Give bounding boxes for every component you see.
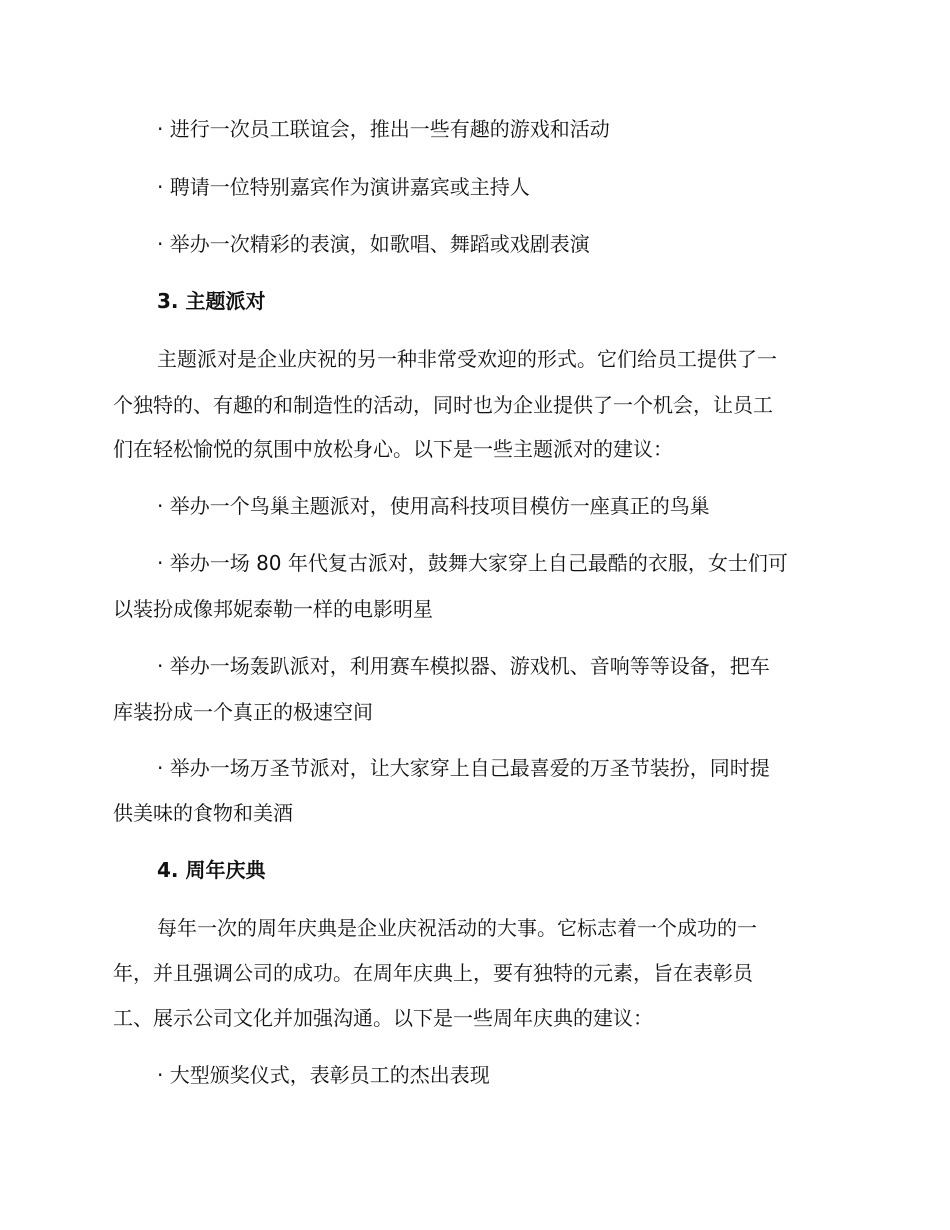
list-item-continuation: 以装扮成像邦妮泰勒一样的电影明星 bbox=[113, 597, 433, 621]
list-item: · 举办一个鸟巢主题派对，使用高科技项目模仿一座真正的鸟巢 bbox=[157, 494, 710, 518]
paragraph-line: 们在轻松愉悦的氛围中放松身心。以下是一些主题派对的建议： bbox=[113, 437, 673, 461]
list-item: · 举办一场轰趴派对，利用赛车模拟器、游戏机、音响等等设备，把车 bbox=[157, 654, 770, 678]
list-item: · 进行一次员工联谊会，推出一些有趣的游戏和活动 bbox=[157, 117, 610, 141]
list-item: · 举办一场万圣节派对，让大家穿上自己最喜爱的万圣节装扮，同时提 bbox=[157, 756, 770, 780]
list-item-continuation: 供美味的食物和美酒 bbox=[113, 801, 293, 825]
paragraph-line: 主题派对是企业庆祝的另一种非常受欢迎的形式。它们给员工提供了一 bbox=[157, 347, 777, 371]
paragraph-line: 每年一次的周年庆典是企业庆祝活动的大事。它标志着一个成功的一 bbox=[157, 916, 757, 940]
paragraph-line: 个独特的、有趣的和制造性的活动，同时也为企业提供了一个机会，让员工 bbox=[113, 393, 773, 417]
list-item: · 聘请一位特别嘉宾作为演讲嘉宾或主持人 bbox=[157, 175, 530, 199]
paragraph-line: 年，并且强调公司的成功。在周年庆典上，要有独特的元素，旨在表彰员 bbox=[113, 961, 753, 985]
paragraph-line: 工、展示公司文化并加强沟通。以下是一些周年庆典的建议： bbox=[113, 1006, 653, 1030]
list-item-continuation: 库装扮成一个真正的极速空间 bbox=[113, 700, 373, 724]
list-item: · 大型颁奖仪式，表彰员工的杰出表现 bbox=[157, 1063, 490, 1087]
section-heading: 4. 周年庆典 bbox=[157, 858, 266, 882]
section-heading: 3. 主题派对 bbox=[157, 289, 266, 313]
list-item: · 举办一场 80 年代复古派对，鼓舞大家穿上自己最酷的衣服，女士们可 bbox=[157, 551, 788, 575]
list-item: · 举办一次精彩的表演，如歌唱、舞蹈或戏剧表演 bbox=[157, 232, 590, 256]
